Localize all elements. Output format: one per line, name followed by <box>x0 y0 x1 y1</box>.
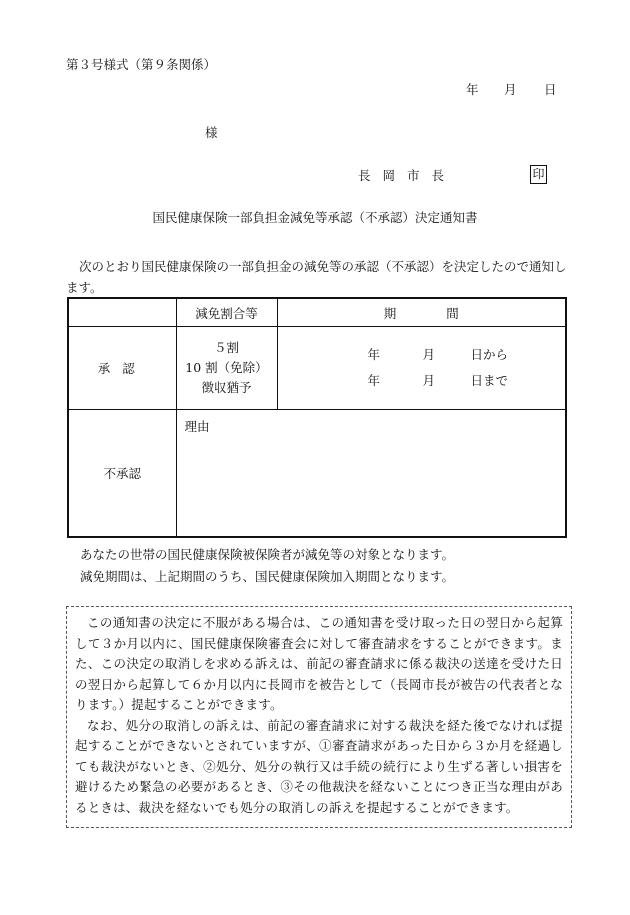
issue-date <box>466 80 557 98</box>
intro-text: 次のとおり国民健康保険の一部負担金の減免等の承認（不承認）を決定したので通知します。 <box>66 259 567 295</box>
period-to-year: 年 <box>367 373 381 388</box>
appeal-paragraph-1: この通知書の決定に不服がある場合は、この通知書を受け取った日の翌日から起算して３か月以内に、国民健康保険審査会に対して審査請求をすることができます。また、この決定の取消しを求める訴えは、前記の審査請求に係る裁決の送達を受けた日の翌日から起算して６か月以内に長岡市を被告として（長岡市長が被告の代表者となります。）提起することができます。 <box>75 615 563 712</box>
period-cell <box>277 327 566 410</box>
date-day: 日 <box>544 82 557 97</box>
reject-row <box>68 410 566 538</box>
appeal-notice-box <box>66 606 572 828</box>
table-header-row <box>68 298 566 327</box>
date-month: 月 <box>504 82 517 97</box>
rate-header: 減免割合等 <box>176 298 277 327</box>
reject-label: 不承認 <box>68 410 176 538</box>
sender-name: 長岡市長 <box>358 168 457 183</box>
period-from-day: 日から <box>470 347 509 362</box>
form-number: 第３号様式（第９条関係） <box>66 57 217 72</box>
period-to-day: 日まで <box>470 373 509 388</box>
document-title: 国民健康保険一部負担金減免等承認（不承認）決定通知書 <box>152 210 478 225</box>
rate-option: ５割 <box>213 340 239 355</box>
period-from-year: 年 <box>367 347 381 362</box>
approve-label: 承認 <box>68 327 176 410</box>
seal-mark: 印 <box>530 165 547 184</box>
period-from <box>368 342 566 368</box>
date-year: 年 <box>466 82 479 97</box>
period-header: 期間 <box>277 298 566 327</box>
addressee-suffix: 様 <box>205 125 218 140</box>
rate-option: 徴収猶予 <box>201 380 252 395</box>
rate-option: 10 割（免除） <box>185 360 268 375</box>
decision-table <box>67 297 567 538</box>
reason-field <box>176 410 566 538</box>
approve-row <box>68 327 566 410</box>
period-to-month: 月 <box>422 373 436 388</box>
header-empty-cell <box>68 298 176 327</box>
reason-label: 理由 <box>184 419 210 434</box>
rate-options <box>176 327 277 410</box>
period-from-month: 月 <box>422 347 436 362</box>
appeal-paragraph-2: なお、処分の取消しの訴えは、前記の審査請求に対する裁決を経た後でなければ提起することができないとされていますが、①審査請求があった日から３か月を経過しても裁決がないとき、②処分、処分の執行又は手続の続行により生ずる著しい損害を避けるため緊急の必要があるとき、③その他裁決を経ないことにつき正当な理由があるときは、裁決を経ないでも処分の取消しの訴えを提起することができます。 <box>75 717 563 815</box>
note-target: あなたの世帯の国民健康保険被保険者が減免等の対象となります。 <box>80 547 455 562</box>
note-period: 減免期間は、上記期間のうち、国民健康保険加入期間となります。 <box>80 569 455 584</box>
period-to <box>368 368 566 394</box>
